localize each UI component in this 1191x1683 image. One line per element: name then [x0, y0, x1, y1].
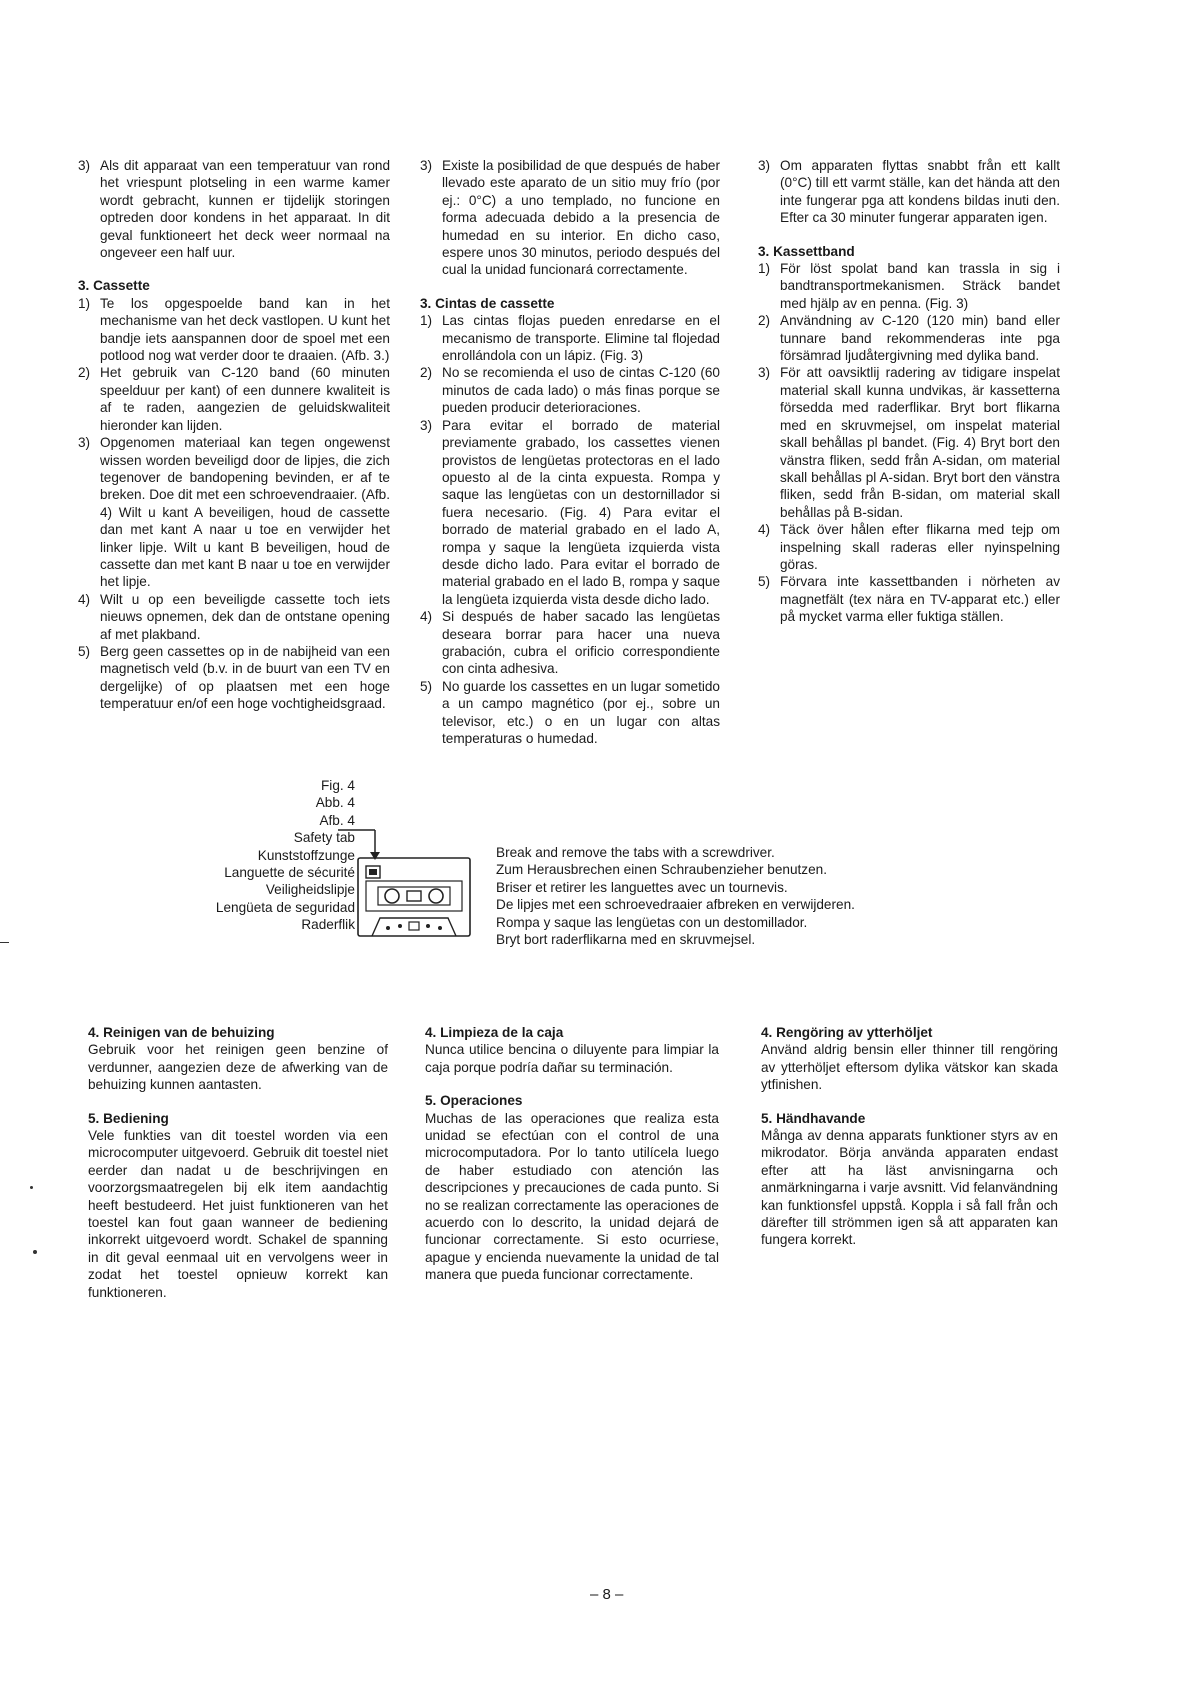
item-number: 5): [78, 643, 91, 659]
item-text: Wilt u op een beveiligde cassette toch iets nieuws opnemen, dek dan de ontstane opening af met plakband.: [100, 591, 390, 642]
item-text: För löst spolat band kan trassla in sig i bandtransportmekanismen. Sträck bandet med hjälp av en penna. (Fig. 3): [780, 261, 1060, 311]
item-number: 2): [420, 365, 433, 381]
item-text: Förvara inte kassettbanden i nörheten av magnetfält (tex nära en TV-apparat etc.) eller på mycket varma eller fuktiga ställen.: [780, 574, 1060, 625]
paragraph: Nunca utilice bencina o diluyente para limpiar la caja porque podría dañar su terminación.: [425, 1042, 719, 1075]
bottom-column-dutch: [88, 1024, 388, 1301]
figure-labels: [150, 777, 355, 934]
item-text: Täck över hålen efter flikarna med tejp om inspelning skall raderas eller nyinspelning göras.: [780, 522, 1060, 572]
figure-instruction: De lipjes met een schroevedraaier afbreken en verwijderen.: [496, 897, 855, 913]
section-heading: 3. Kassettband: [758, 243, 855, 259]
item-text: Opgenomen materiaal kan tegen ongewenst wissen worden beveiligd door de lipjes, die zich tegenover de bandopening bevinden, er af te breken. Doe dit met een schroevendraaier. (Afb. 4) Wilt u kant A beveiligen, houd de cassette dan met kant A naar u toe en verwijder het linker lipje. Wilt u kant B beveiligen, houd de cassette dan met kant B naar u toe en verwijder het lipje.: [100, 435, 390, 590]
figure-instructions: [496, 844, 916, 948]
item-text: Als dit apparaat van een temperatuur van rond het vriespunt plotseling in een warme kamer wordt gebracht, kunnen er tijdelijk storingen optreden door kondens in het apparaat. In dit geval funktioneert het deck weer normaal na ongeveer een half uur.: [100, 158, 390, 261]
figure-label: Afb. 4: [319, 812, 355, 828]
cassette-head-area: [372, 918, 456, 936]
section-heading: 4. Rengöring av ytterhöljet: [761, 1025, 933, 1040]
figure-instruction: Zum Herausbrechen einen Schraubenzieher benutzen.: [496, 862, 827, 878]
list-item: [78, 643, 390, 713]
item-number: 2): [78, 365, 91, 381]
item-number: 3): [420, 417, 433, 433]
figure-label: Fig. 4: [321, 778, 355, 793]
figure-label: Safety tab: [293, 830, 355, 846]
section-heading: 5. Händhavande: [761, 1110, 866, 1126]
page-number: – 8 –: [590, 1586, 624, 1603]
figure-label: Abb. 4: [315, 795, 355, 811]
list-item: [78, 295, 390, 365]
item-number: 3): [758, 365, 771, 381]
item-number: 1): [420, 313, 433, 329]
item-text: No guarde los cassettes en un lugar sometido a un campo magnético (por ej., sobre un televisor, etc.) o en un lugar con altas temperaturas o humedad.: [442, 678, 720, 746]
paragraph: Muchas de las operaciones que realiza esta unidad se efectúan con el control de una microcomputadora. Por lo tanto utilícela luego de haber estudiado con atención las descripciones y precauciones de cada punto. Si no se realizan correctamente las operaciones de acuerdo con lo descrito, la unidad dejará de funcionar correctamente. Si esto ocurriese, apague y encienda nuevamente la unidad de tal manera que pueda funcionar correctamente.: [425, 1110, 719, 1283]
item-text: Het gebruik van C-120 band (60 minuten speelduur per kant) of een dunnere kwaliteit is af te raden, aangezien de geluidskwaliteit hieronder kan lijden.: [100, 365, 390, 433]
list-item: [758, 157, 1060, 227]
list-item: [758, 260, 1060, 312]
figure-instruction: Break and remove the tabs with a screwdriver.: [496, 845, 775, 860]
cassette-label: [366, 881, 462, 911]
list-item: [758, 573, 1060, 625]
figure-label: Raderflik: [301, 917, 355, 933]
item-number: 3): [78, 435, 91, 451]
list-item: [420, 678, 720, 748]
list-item: [420, 364, 720, 416]
figure-instruction: Rompa y saque las lengüetas con un destomillador.: [496, 914, 808, 930]
bottom-column-spanish: [425, 1024, 719, 1284]
paragraph: Många av denna apparats funktioner styrs av en mikrodator. Börja använda apparaten endast efter att ha läst anvisningarna och anmärkningarna i varje avsnitt. Vid felanvändning kan funktionsfel uppstå. Koppla i så fall från och därefter till strömmen igen så att apparaten kan fungera korrekt.: [761, 1128, 1058, 1248]
list-item: [78, 434, 390, 591]
item-text: Användning av C-120 (120 min) band eller tunnare band rekommenderas inte pga försämrad ljudåtergivning med dylika band.: [780, 313, 1060, 364]
top-column-dutch: [78, 157, 390, 713]
margin-mark: [33, 1250, 37, 1254]
section-heading: 5. Bediening: [88, 1110, 169, 1126]
section-heading: 4. Reinigen van de behuizing: [88, 1025, 275, 1040]
figure-instruction: Bryt bort raderflikarna med en skruvmejsel.: [496, 932, 756, 948]
item-text: Berg geen cassettes op in de nabijheid van een magnetisch veld (b.v. in de buurt van een TV en dergelijke) of op plaatsen met een hoge temperatuur en/of een hoge vochtigheidsgraad.: [100, 643, 390, 712]
bottom-column-swedish: [761, 1024, 1058, 1249]
list-item: [420, 312, 720, 364]
list-item: [420, 157, 720, 279]
item-number: 1): [78, 295, 91, 311]
item-text: Para evitar el borrado de material previamente grabado, los cassettes vienen provistos de lengüetas protectoras en el lado opuesto al de la cinta expuesta. Rompa y saque las lengüetas con un destornillador si fuera necesario. (Fig. 4) Para evitar el borrado de material grabado en el lado A, rompa y saque la lengüeta izquierda vista desde dicho lado. Para evitar el borrado de material grabado en el lado B, rompa y saque la lengüeta izquierda vista desde dicho lado.: [442, 417, 720, 607]
section-heading: 3. Cintas de cassette: [420, 295, 555, 311]
list-item: [78, 364, 390, 434]
item-text: No se recomienda el uso de cintas C-120 (60 minutos de cada lado) o más finas porque se pueden producir deterioraciones.: [442, 365, 720, 416]
top-column-swedish: [758, 157, 1060, 626]
list-item: [78, 157, 390, 261]
list-item: [420, 608, 720, 678]
section-heading: 4. Limpieza de la caja: [425, 1025, 564, 1040]
list-item: [758, 521, 1060, 573]
item-number: 3): [78, 158, 91, 173]
figure-label: Lengüeta de seguridad: [215, 899, 355, 915]
section-heading: 5. Operaciones: [425, 1093, 523, 1109]
list-item: [758, 364, 1060, 521]
list-item: [420, 417, 720, 608]
item-text: Te los opgespoelde band kan in het mechanisme van het deck vastlopen. U kunt het bandje iets aanspannen door de spoel met een potlood nog wat verder door te draaien. (Afb. 3.): [100, 295, 390, 364]
reel-left: [385, 889, 399, 903]
cassette-illustration: [330, 818, 490, 948]
margin-mark: [30, 1186, 33, 1189]
item-number: 5): [758, 574, 771, 590]
paragraph: Vele funkties van dit toestel worden via een microcomputer uitgevoerd. Gebruik dit toestel niet eerder dan nadat u de beschrijvingen en voorzorgsmaatregelen bij elk item aandachtig heeft bestudeerd. Het juist funktioneren van het toestel kan fout gaan wanneer de bediening inkorrekt uitgevoerd wordt. Schakel de spanning in dit geval eenmaal uit en vervolgens weer in zodat het toestel opnieuw korrekt kan funktioneren.: [88, 1128, 388, 1300]
list-item: [78, 591, 390, 643]
section-heading: 3. Cassette: [78, 278, 150, 294]
top-column-spanish: [420, 157, 720, 747]
item-text: Om apparaten flyttas snabbt från ett kallt (0°C) till ett varmt ställe, kan det hända att den inte fungerar pga att kondens bildas inuti den. Efter ca 30 minuter fungerar apparaten igen.: [780, 158, 1060, 226]
item-text: Si después de haber sacado las lengüetas deseara borrar para hacer una nueva grabación, cubra el orificio correspondiente con cinta adhesiva.: [442, 609, 720, 677]
margin-mark: [0, 942, 9, 943]
item-text: För att oavsiktlij radering av tidigare inspelat material skall kunna undvikas, är kassetterna försedda med raderflikar. Bryt bort flikarna med en skruvmejsel, om inspelat material skall behållas pl bandet. (Fig. 4) Bryt bort den vänstra fliken, sedd från A-sidan, om material skall behållas pl A-sidan. Bryt bort den vänstra fliken, sedd från B-sidan, om material skall behållas på B-sidan.: [780, 365, 1060, 520]
paragraph: Använd aldrig bensin eller thinner till rengöring av ytterhöljet eftersom dylika vätskor kan skada ytfinishen.: [761, 1042, 1058, 1093]
tape-window: [407, 891, 421, 901]
item-text: Existe la posibilidad de que después de haber llevado este aparato de un sitio muy frío (por ej.: 0°C) a uno templado, no funcione en forma adecuada debido a la presencia de humedad en su interior. En dicho caso, espere unos 30 minutos, periodo después del cual la unidad funcionará correctamente.: [442, 158, 720, 278]
item-number: 3): [758, 158, 771, 173]
figure-label: Veiligheidslipje: [265, 882, 355, 898]
figure-label: Kunststoffzunge: [257, 847, 355, 863]
figure-label: Languette de sécurité: [224, 865, 355, 881]
item-number: 1): [758, 261, 771, 277]
figure-instruction: Briser et retirer les languettes avec un tournevis.: [496, 879, 788, 895]
item-number: 2): [758, 313, 771, 329]
item-number: 4): [420, 609, 433, 625]
paragraph: Gebruik voor het reinigen geen benzine of verdunner, aangezien deze de afwerking van de behuizing kunnen aantasten.: [88, 1042, 388, 1093]
item-number: 3): [420, 158, 433, 173]
item-number: 4): [758, 522, 771, 538]
item-text: Las cintas flojas pueden enredarse en el mecanismo de transporte. Elimine tal flojedad enrollándola con un lápiz. (Fig. 3): [442, 313, 720, 364]
list-item: [758, 312, 1060, 364]
reel-right: [429, 889, 443, 903]
item-number: 4): [78, 591, 91, 607]
item-number: 5): [420, 678, 433, 694]
